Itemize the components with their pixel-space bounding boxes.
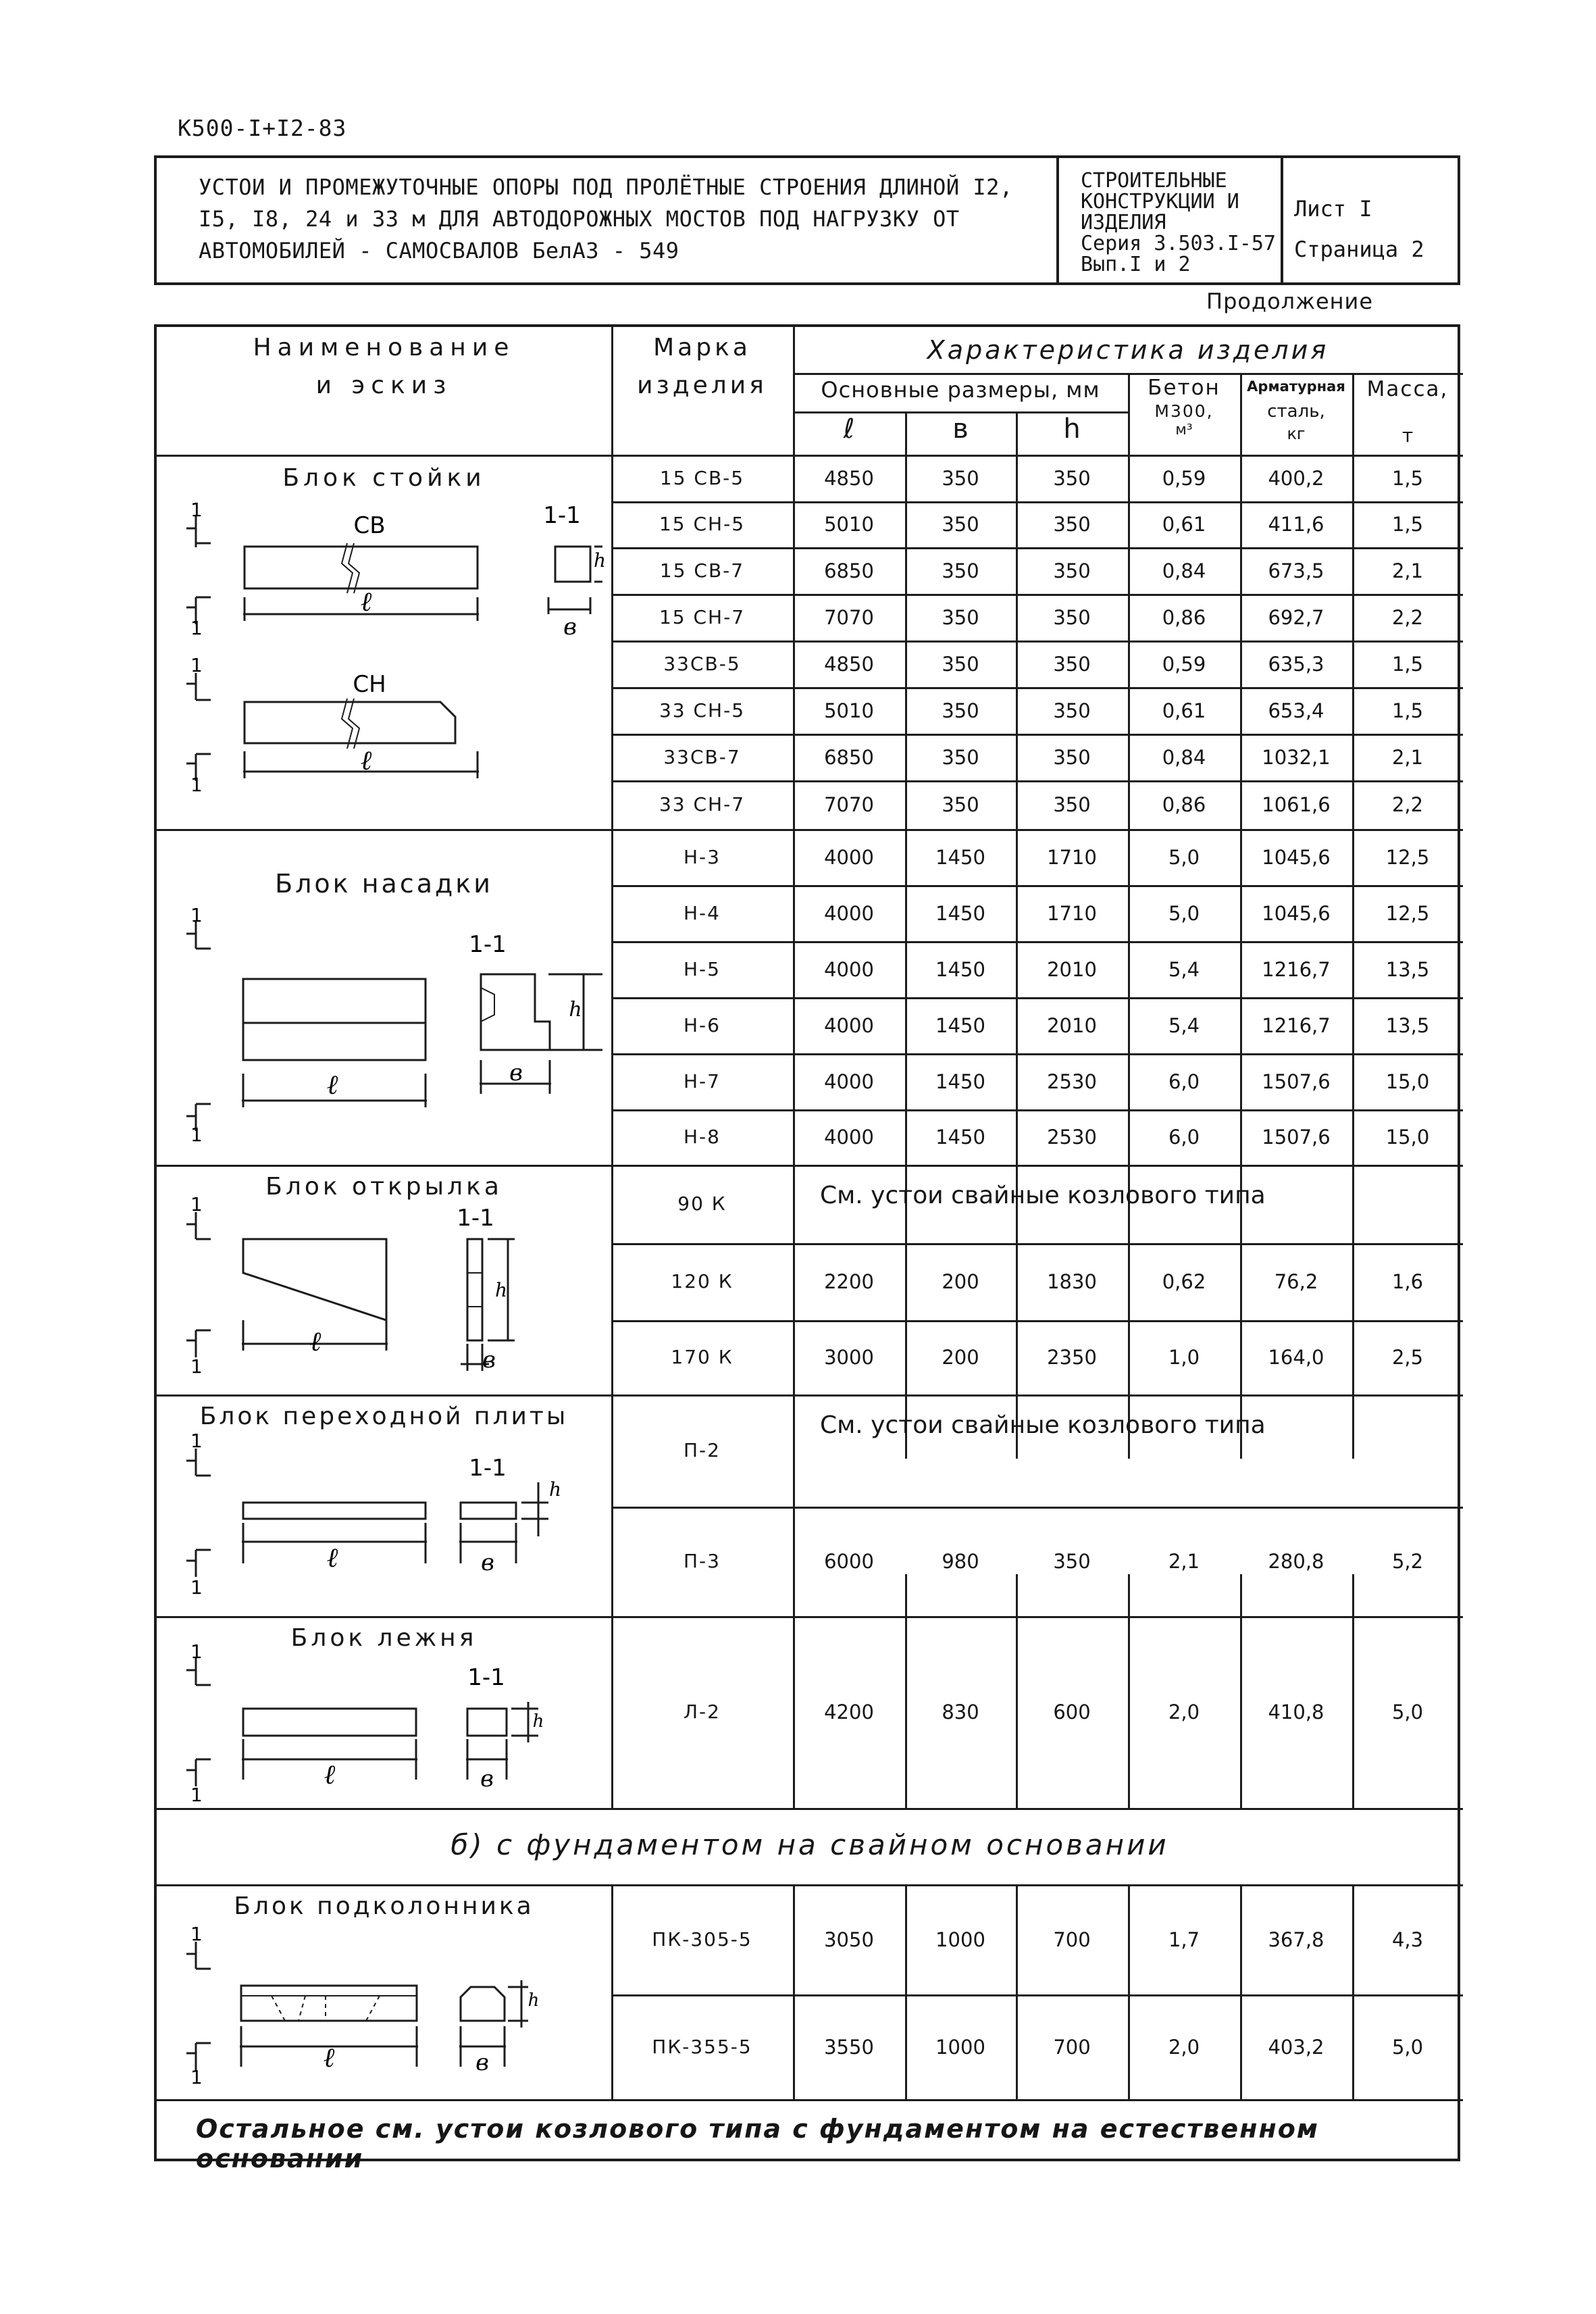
- cut-mark: 1: [190, 1784, 203, 1806]
- value-cell-steel: 673,5: [1268, 559, 1324, 582]
- mark-cell: 120 К: [671, 1270, 733, 1292]
- cut-mark: 1: [190, 774, 203, 796]
- mark-cell: ПК-355-5: [652, 2035, 752, 2058]
- mark-cell: 15 СН-7: [659, 605, 746, 628]
- group-name-stoyka: Блок стойки: [282, 464, 486, 492]
- series-divider: [1281, 158, 1283, 282]
- concrete-unit: м³: [1175, 422, 1193, 438]
- value-cell-b: 350: [942, 605, 979, 629]
- value-cell-h: 2350: [1047, 1346, 1097, 1369]
- cut-mark: 1: [190, 617, 203, 639]
- row-rule: [611, 1243, 1463, 1245]
- col-divider: [905, 1884, 907, 2099]
- series-info: [1081, 170, 1304, 275]
- value-cell-concrete: 1,7: [1168, 1928, 1200, 1951]
- group-name-podkolonnik: Блок подколонника: [234, 1892, 534, 1920]
- value-cell-h: 350: [1053, 793, 1091, 816]
- section-mark: 1-1: [543, 502, 581, 529]
- value-cell-mass: 1,5: [1391, 699, 1424, 722]
- value-cell-concrete: 6,0: [1168, 1070, 1200, 1093]
- mark-cell: 33СВ-7: [663, 745, 741, 768]
- value-cell-h: 350: [1053, 745, 1091, 769]
- value-cell-l: 4000: [824, 1013, 874, 1037]
- mark-cell: ПК-305-5: [652, 1928, 752, 1951]
- value-cell-steel: 367,8: [1268, 1928, 1324, 1951]
- value-cell-b: 200: [942, 1270, 979, 1293]
- dim-b-header: в: [952, 413, 969, 445]
- value-cell-steel: 1032,1: [1262, 745, 1331, 769]
- concrete-grade: М300,: [1154, 401, 1214, 421]
- group-name-plita: Блок переходной плиты: [199, 1403, 569, 1430]
- col-name-header-2: и эскиз: [315, 372, 453, 399]
- title-block: [154, 155, 1460, 285]
- col-divider: [1352, 1884, 1354, 2099]
- row-rule: [611, 941, 1463, 943]
- value-cell-concrete: 5,0: [1168, 901, 1200, 925]
- value-cell-concrete: 5,4: [1168, 957, 1200, 981]
- value-cell-concrete: 2,0: [1168, 2035, 1200, 2059]
- value-cell-mass: 1,5: [1391, 652, 1424, 676]
- dim-b-label: в: [475, 2049, 489, 2076]
- row-rule: [611, 640, 1463, 643]
- value-cell-concrete: 2,0: [1168, 1701, 1200, 1724]
- value-cell-mass: 2,1: [1391, 745, 1424, 769]
- value-cell-steel: 1045,6: [1262, 845, 1331, 869]
- section-mark: 1-1: [469, 931, 507, 958]
- value-cell-concrete: 0,59: [1162, 466, 1206, 490]
- series-line: КОНСТРУКЦИИ И: [1081, 190, 1239, 213]
- value-cell-mass: 5,2: [1391, 1550, 1424, 1573]
- value-cell-mass: 2,2: [1391, 605, 1424, 629]
- cut-mark: 1: [190, 904, 203, 926]
- value-cell-steel: 1216,7: [1262, 957, 1331, 981]
- steel-header: Арматурная: [1247, 378, 1345, 395]
- sheet-number: Лист I: [1294, 196, 1372, 222]
- group-name-otkrylok: Блок открылка: [265, 1173, 503, 1201]
- row-rule: [611, 501, 1463, 503]
- group-rule: [157, 2099, 1463, 2101]
- plita-drawing: [170, 1430, 602, 1604]
- col-name-header: Наименование: [253, 334, 515, 361]
- cut-mark: 1: [190, 1430, 203, 1452]
- value-cell-concrete: 0,59: [1162, 652, 1206, 676]
- value-cell-l: 4200: [824, 1701, 874, 1724]
- dim-h-label: h: [548, 1478, 562, 1501]
- value-cell-h: 350: [1053, 559, 1091, 582]
- col-divider: [1352, 1574, 1354, 1808]
- dim-h-label: h: [494, 1279, 508, 1301]
- mark-cell: 33 СН-5: [659, 699, 746, 722]
- value-cell-l: 4000: [824, 845, 874, 869]
- dim-l-label: ℓ: [309, 1326, 321, 1357]
- value-cell-concrete: 2,1: [1168, 1550, 1200, 1573]
- value-cell-concrete: 6,0: [1168, 1126, 1200, 1149]
- value-cell-b: 830: [942, 1701, 979, 1724]
- dim-h-header: h: [1063, 413, 1081, 445]
- dim-l-label: ℓ: [326, 1542, 338, 1574]
- plita-sketch: [170, 1430, 602, 1604]
- value-cell-mass: 4,3: [1391, 1928, 1424, 1951]
- continuation-label: Продолжение: [1206, 288, 1374, 314]
- value-cell-mass: 2,5: [1391, 1346, 1424, 1369]
- value-cell-b: 350: [942, 793, 979, 816]
- value-cell-steel: 1216,7: [1262, 1013, 1331, 1037]
- header-rule: [793, 373, 1463, 375]
- value-cell-h: 2010: [1047, 1013, 1097, 1037]
- value-cell-b: 350: [942, 513, 979, 536]
- row-rule: [611, 1994, 1463, 1996]
- series-line: ИЗДЕЛИЯ: [1081, 211, 1166, 234]
- mark-cell: 15 СН-5: [659, 513, 746, 535]
- group-rule: [157, 1808, 1463, 1810]
- steel-unit: кг: [1287, 424, 1306, 443]
- title-line: АВТОМОБИЛЕЙ - САМОСВАЛОВ БелАЗ - 549: [199, 238, 679, 263]
- value-cell-steel: 280,8: [1268, 1550, 1324, 1573]
- value-cell-h: 600: [1053, 1701, 1091, 1724]
- cut-mark: 1: [190, 1923, 203, 1945]
- col-divider: [1128, 1574, 1130, 1808]
- characteristics-header: Характеристика изделия: [927, 335, 1329, 365]
- value-cell-b: 1450: [935, 1070, 985, 1093]
- value-cell-h: 700: [1053, 2035, 1091, 2059]
- value-cell-l: 5010: [824, 513, 874, 536]
- dim-h-label: h: [569, 998, 582, 1022]
- dim-h-label: h: [527, 1990, 540, 2011]
- mark-cell: Л-2: [684, 1701, 721, 1723]
- mark-cell: 170 К: [671, 1346, 733, 1368]
- value-cell-steel: 1061,6: [1262, 793, 1331, 816]
- dim-h-label: h: [593, 549, 607, 572]
- cut-mark: 1: [190, 2066, 203, 2088]
- value-cell-mass: 1,5: [1391, 513, 1424, 536]
- mark-cell: 90 К: [677, 1192, 727, 1215]
- value-cell-mass: 5,0: [1391, 1701, 1424, 1724]
- value-cell-h: 2530: [1047, 1126, 1097, 1149]
- value-cell-steel: 692,7: [1268, 605, 1324, 629]
- dim-l-label: ℓ: [324, 1759, 336, 1790]
- value-cell-steel: 403,2: [1268, 2035, 1324, 2059]
- mark-cell: Н-4: [684, 901, 721, 924]
- cut-mark: 1: [190, 1576, 203, 1599]
- mark-cell: Н-5: [684, 957, 721, 980]
- value-cell-l: 4000: [824, 1126, 874, 1149]
- value-cell-h: 350: [1053, 605, 1091, 629]
- value-cell-h: 1710: [1047, 845, 1097, 869]
- value-cell-mass: 15,0: [1385, 1126, 1430, 1149]
- col-divider: [1016, 1884, 1018, 2099]
- row-rule: [611, 1109, 1463, 1111]
- value-cell-concrete: 0,61: [1162, 699, 1206, 722]
- value-cell-l: 4850: [824, 652, 874, 676]
- document-code: К500-I+I2-83: [178, 115, 347, 141]
- cut-mark: 1: [190, 1193, 203, 1215]
- group-rule: [157, 1616, 1463, 1618]
- value-cell-h: 2530: [1047, 1070, 1097, 1093]
- mass-header: Масса,: [1366, 377, 1449, 401]
- dim-l-label: ℓ: [360, 745, 372, 776]
- value-cell-l: 6000: [824, 1550, 874, 1573]
- value-cell-l: 5010: [824, 699, 874, 722]
- value-cell-mass: 2,1: [1391, 559, 1424, 582]
- value-cell-h: 2010: [1047, 957, 1097, 981]
- cut-mark: 1: [190, 499, 203, 521]
- mark-cell: 33СВ-5: [663, 652, 741, 675]
- value-cell-l: 7070: [824, 793, 874, 816]
- col-mark-header-2: изделия: [637, 372, 767, 399]
- value-cell-h: 350: [1053, 699, 1091, 722]
- row-rule: [611, 885, 1463, 887]
- value-cell-b: 350: [942, 652, 979, 676]
- row-rule: [611, 997, 1463, 999]
- group-rule: [157, 829, 1463, 831]
- value-cell-steel: 1507,6: [1262, 1070, 1331, 1093]
- lezhen-sketch: [170, 1640, 602, 1807]
- cut-mark: 1: [190, 654, 203, 676]
- value-cell-steel: 1507,6: [1262, 1126, 1331, 1149]
- cut-mark: 1: [190, 1124, 203, 1146]
- value-cell-h: 1710: [1047, 901, 1097, 925]
- section-mark: 1-1: [457, 1205, 494, 1232]
- value-cell-b: 350: [942, 699, 979, 722]
- section-title: б) с фундаментом на свайном основании: [451, 1828, 1169, 1861]
- series-line: СТРОИТЕЛЬНЫЕ: [1081, 169, 1227, 193]
- value-cell-mass: 2,2: [1391, 793, 1424, 816]
- mark-cell: 15 СВ-5: [659, 466, 745, 489]
- value-cell-mass: 1,6: [1391, 1270, 1424, 1293]
- dim-l-label: ℓ: [326, 1070, 338, 1101]
- nasadka-sketch: [170, 904, 602, 1158]
- mark-cell: Н-3: [684, 845, 721, 868]
- value-cell-h: 700: [1053, 1928, 1091, 1951]
- value-cell-b: 1000: [935, 2035, 985, 2059]
- document-title: [199, 172, 1185, 267]
- value-cell-l: 4000: [824, 1070, 874, 1093]
- value-cell-b: 1450: [935, 845, 985, 869]
- section-mark: 1-1: [467, 1664, 505, 1691]
- value-cell-concrete: 5,0: [1168, 845, 1200, 869]
- mark-cell: Н-6: [684, 1013, 721, 1036]
- spec-table: [154, 324, 1460, 2173]
- value-cell-l: 7070: [824, 605, 874, 629]
- row-rule: [611, 780, 1463, 782]
- value-cell-h: 350: [1053, 513, 1091, 536]
- dim-b-label: в: [480, 1765, 494, 1792]
- col-mark-header: Марка: [653, 334, 751, 361]
- value-cell-mass: 13,5: [1385, 957, 1430, 981]
- steel-header-2: сталь,: [1267, 401, 1325, 422]
- value-cell-b: 1000: [935, 1928, 985, 1951]
- podkolonnik-drawing: [170, 1923, 602, 2090]
- section-mark: 1-1: [469, 1455, 507, 1482]
- dim-b-label: в: [563, 613, 577, 640]
- value-cell-concrete: 0,86: [1162, 605, 1206, 629]
- mark-cell: П-3: [684, 1550, 721, 1572]
- col-divider: [1240, 1884, 1242, 2099]
- dim-b-label: в: [481, 1549, 494, 1576]
- dim-b-label: в: [482, 1347, 496, 1374]
- footer-note: Остальное см. устои козлового типа с фундаментом на естественном основании: [196, 2114, 1319, 2173]
- header-rule: [157, 455, 1463, 457]
- cut-mark: 1: [190, 1355, 203, 1378]
- title-divider: [1056, 158, 1059, 282]
- value-cell-l: 4850: [824, 466, 874, 490]
- row-rule: [611, 734, 1463, 736]
- series-line: Вып.I и 2: [1081, 253, 1191, 276]
- value-cell-b: 1450: [935, 1013, 985, 1037]
- row-rule: [611, 1053, 1463, 1055]
- concrete-header: Бетон: [1148, 376, 1220, 400]
- group-name-lezhen: Блок лежня: [290, 1624, 478, 1652]
- title-line: УСТОИ И ПРОМЕЖУТОЧНЫЕ ОПОРЫ ПОД ПРОЛЁТНЫЕ СТРОЕНИЯ ДЛИНОЙ I2,: [199, 174, 1013, 200]
- value-cell-concrete: 0,86: [1162, 793, 1206, 816]
- value-cell-l: 2200: [824, 1270, 874, 1293]
- value-cell-h: 350: [1053, 466, 1091, 490]
- page-number: Страница 2: [1294, 236, 1424, 262]
- sheet-info: [1294, 188, 1424, 270]
- sketch-label-sn: СН: [353, 671, 386, 698]
- value-cell-l: 4000: [824, 901, 874, 925]
- row-rule: [611, 1507, 1463, 1509]
- nasadka-drawing: [170, 904, 602, 1158]
- value-cell-l: 3050: [824, 1928, 874, 1951]
- value-cell-concrete: 0,61: [1162, 513, 1206, 536]
- stoyka-sketch: [170, 496, 607, 820]
- value-cell-mass: 12,5: [1385, 845, 1430, 869]
- value-cell-l: 3550: [824, 2035, 874, 2059]
- value-cell-steel: 653,4: [1268, 699, 1324, 722]
- stoyka-drawing: [170, 496, 607, 820]
- value-cell-h: 1830: [1047, 1270, 1097, 1293]
- value-cell-l: 6850: [824, 559, 874, 582]
- value-cell-steel: 400,2: [1268, 466, 1324, 490]
- dim-l-header: ℓ: [843, 413, 855, 445]
- cut-mark: 1: [190, 1640, 203, 1663]
- value-cell-steel: 76,2: [1274, 1270, 1318, 1293]
- plita-reference: См. устои свайные козлового типа: [820, 1411, 1266, 1439]
- value-cell-mass: 12,5: [1385, 901, 1430, 925]
- otkrylok-sketch: [170, 1193, 602, 1394]
- value-cell-concrete: 5,4: [1168, 1013, 1200, 1037]
- value-cell-concrete: 0,84: [1162, 559, 1206, 582]
- value-cell-mass: 1,5: [1391, 466, 1424, 490]
- value-cell-b: 350: [942, 466, 979, 490]
- mark-cell: 33 СН-7: [659, 793, 746, 815]
- series-line: Серия 3.503.I-57: [1081, 232, 1276, 255]
- col-divider: [905, 1574, 907, 1808]
- value-cell-mass: 5,0: [1391, 2035, 1424, 2059]
- value-cell-l: 4000: [824, 957, 874, 981]
- dim-h-label: h: [532, 1711, 544, 1732]
- value-cell-steel: 411,6: [1268, 513, 1324, 536]
- value-cell-l: 6850: [824, 745, 874, 769]
- value-cell-b: 1450: [935, 1126, 985, 1149]
- dim-l-label: ℓ: [323, 2042, 335, 2073]
- value-cell-mass: 13,5: [1385, 1013, 1430, 1037]
- row-rule: [611, 687, 1463, 689]
- lezhen-drawing: [170, 1640, 602, 1807]
- dim-b-label: в: [509, 1059, 523, 1086]
- podkolonnik-sketch: [170, 1923, 602, 2090]
- group-rule: [157, 1884, 1463, 1886]
- group-name-nasadka: Блок насадки: [275, 869, 493, 899]
- row-rule: [611, 547, 1463, 549]
- value-cell-l: 3000: [824, 1346, 874, 1369]
- value-cell-concrete: 0,62: [1162, 1270, 1206, 1293]
- value-cell-concrete: 0,84: [1162, 745, 1206, 769]
- col-divider: [1016, 1574, 1018, 1808]
- mark-cell: Н-8: [684, 1126, 721, 1148]
- value-cell-h: 350: [1053, 652, 1091, 676]
- value-cell-b: 980: [942, 1550, 979, 1573]
- col-divider: [793, 1884, 795, 2099]
- value-cell-steel: 635,3: [1268, 652, 1324, 676]
- value-cell-b: 1450: [935, 957, 985, 981]
- value-cell-b: 200: [942, 1346, 979, 1369]
- value-cell-concrete: 1,0: [1168, 1346, 1200, 1369]
- group-rule: [157, 1394, 1463, 1397]
- col-divider: [1240, 1574, 1242, 1808]
- mark-cell: П-2: [684, 1439, 721, 1461]
- dims-header: Основные размеры, мм: [821, 377, 1100, 403]
- value-cell-b: 350: [942, 745, 979, 769]
- mass-unit: т: [1401, 424, 1414, 447]
- value-cell-steel: 164,0: [1268, 1346, 1324, 1369]
- dim-l-label: ℓ: [360, 586, 372, 618]
- group-rule: [157, 1165, 1463, 1167]
- col-divider: [1128, 1884, 1130, 2099]
- row-rule: [611, 1320, 1463, 1322]
- title-line: I5, I8, 24 и 33 м ДЛЯ АВТОДОРОЖНЫХ МОСТОВ ПОД НАГРУЗКУ ОТ: [199, 206, 960, 232]
- sketch-label-sv: СВ: [353, 512, 386, 539]
- value-cell-steel: 410,8: [1268, 1701, 1324, 1724]
- value-cell-h: 350: [1053, 1550, 1091, 1573]
- mark-cell: Н-7: [684, 1070, 721, 1092]
- value-cell-b: 1450: [935, 901, 985, 925]
- value-cell-steel: 1045,6: [1262, 901, 1331, 925]
- col-divider: [611, 1884, 613, 2099]
- value-cell-b: 350: [942, 559, 979, 582]
- row-rule: [611, 594, 1463, 596]
- value-cell-mass: 15,0: [1385, 1070, 1430, 1093]
- otkrylok-drawing: [170, 1193, 602, 1394]
- mark-cell: 15 СВ-7: [659, 559, 745, 582]
- otkrylok-reference: См. устои свайные козлового типа: [820, 1182, 1266, 1209]
